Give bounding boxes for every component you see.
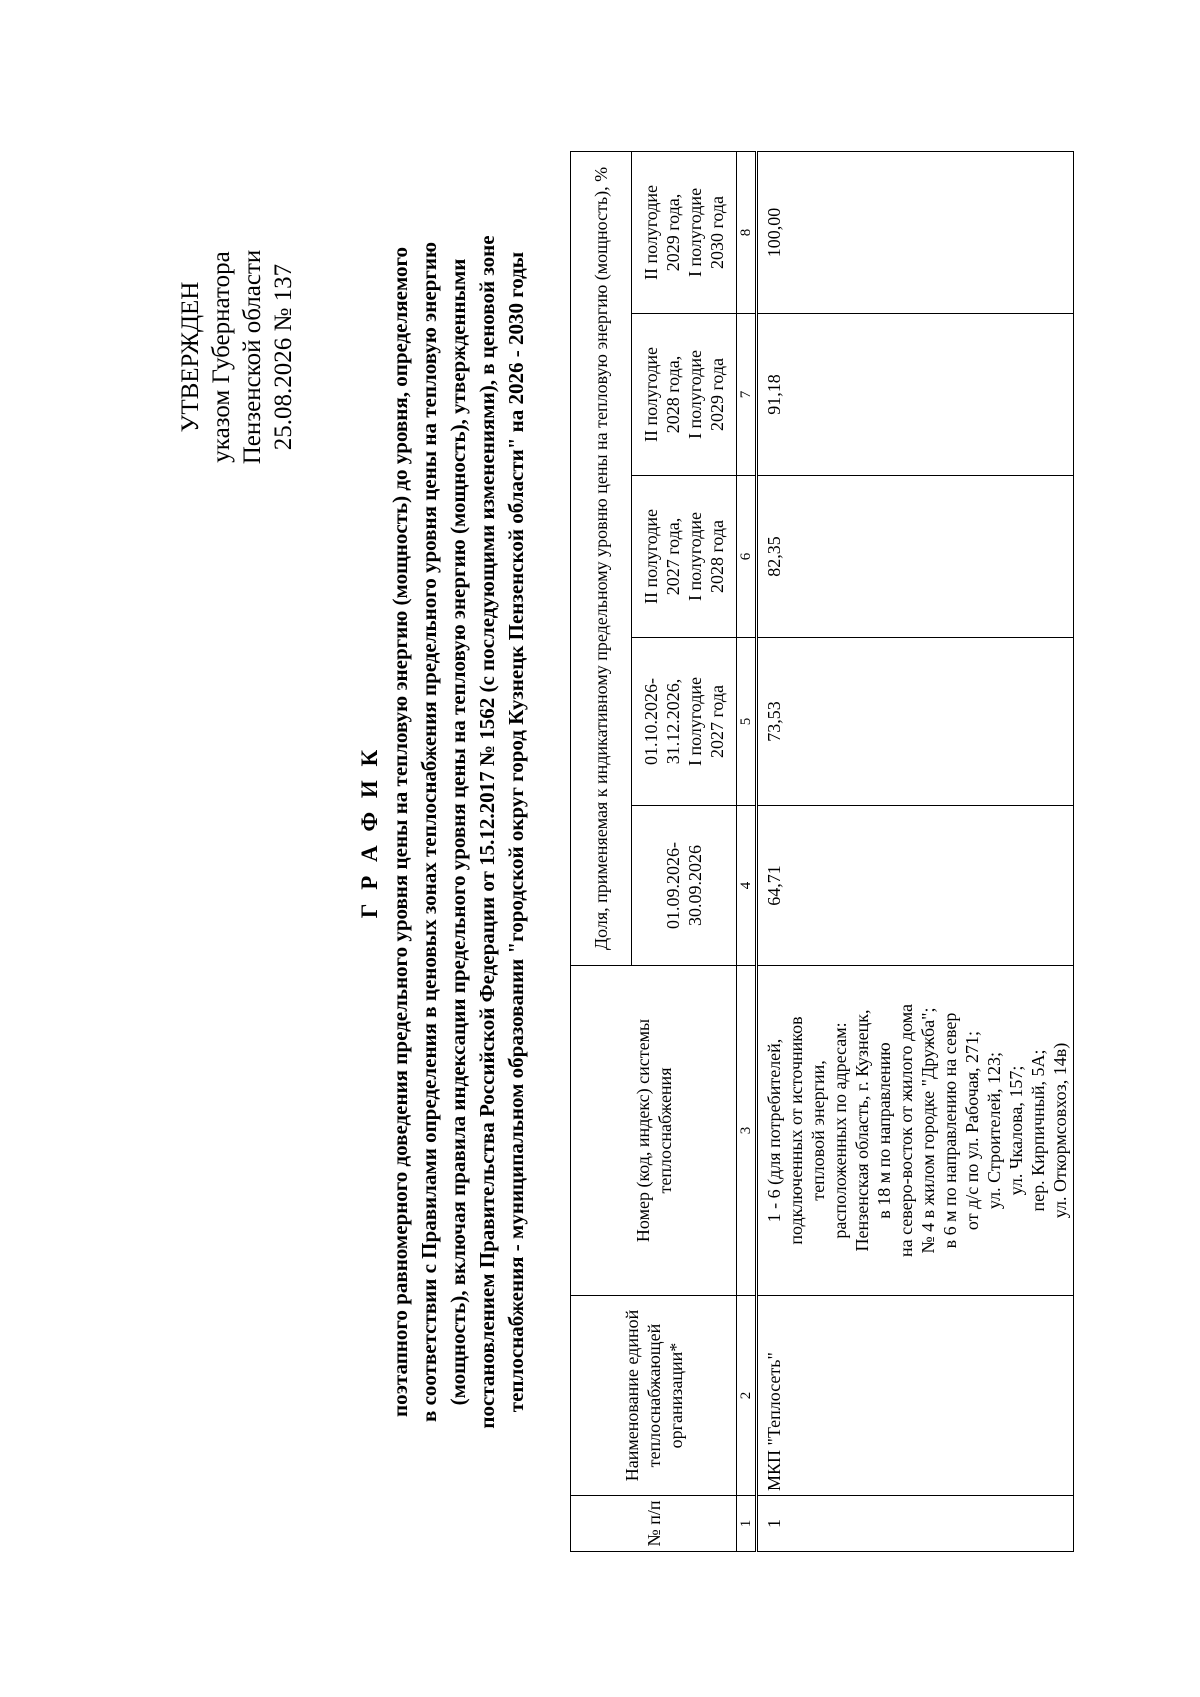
header-system: Номер (код, индекс) системы теплоснабжения — [571, 966, 737, 1296]
heading-line: в соответствии с Правилами определения в ценовых зонах теплоснабжения предельного уровня цены на тепловую энергию — [417, 242, 441, 1422]
approval-line-date: 25.08.2026 № 137 — [270, 263, 297, 451]
row-value-period-2: 73,53 — [757, 638, 1074, 806]
header-period-4: II полугодие 2028 года, I полугодие 2029 года — [632, 314, 737, 476]
document-heading — [355, 147, 531, 1517]
column-number: 7 — [737, 314, 757, 476]
header-period-2: 01.10.2026- 31.12.2026, I полугодие 2027 года — [632, 638, 737, 806]
header-period-3: II полугодие 2027 года, I полугодие 2028 года — [632, 476, 737, 638]
header-num: № п/п — [571, 1496, 737, 1552]
column-number: 1 — [737, 1496, 757, 1552]
row-system: 1 - 6 (для потребителей, подключенных от источников тепловой энергии, расположенных по адресам: Пензенская область, г. Кузнецк, в 18 м по направлению на северо-восток от жилого дома № 4 в жилом городке "Дружба"; в 6 м по направлению на север от д/с по ул. Рабочая, 271; ул. Строителей, 123; ул. Чкалова, 157; пер. Кирпичный, 5А; ул. Откормсовхоз, 14в) — [757, 966, 1074, 1296]
header-share-group: Доля, применяемая к индикативному предельному уровню цены на тепловую энергию (мощность), % — [571, 151, 632, 965]
column-number: 6 — [737, 476, 757, 638]
column-number: 3 — [737, 966, 757, 1296]
document-title: Г Р А Ф И К — [357, 745, 382, 919]
row-org: МКП "Теплосеть" — [757, 1296, 1074, 1496]
header-org: Наименование единой теплоснабжающей организации* — [571, 1296, 737, 1496]
column-number: 2 — [737, 1296, 757, 1496]
row-value-period-4: 91,18 — [757, 314, 1074, 476]
schedule-table — [570, 151, 1074, 1552]
approval-line-region: Пензенской области — [239, 249, 266, 465]
row-value-period-1: 64,71 — [757, 806, 1074, 966]
heading-line: теплоснабжения - муниципальном образовании "городской округ город Кузнецк Пензенской области" на 2026 - 2030 годы — [504, 251, 528, 1413]
table-column-numbers-row — [737, 151, 757, 1551]
row-value-period-3: 82,35 — [757, 476, 1074, 638]
table-header-row — [571, 151, 632, 1551]
heading-line: постановлением Правительства Российской Федерации от 15.12.2017 № 1562 (с последующими изменениями), в ценовой зоне — [475, 235, 499, 1429]
approval-stamp — [175, 147, 299, 567]
column-number: 4 — [737, 806, 757, 966]
approval-line-approved: УТВЕРЖДЕН — [177, 281, 204, 433]
column-number: 5 — [737, 638, 757, 806]
heading-line: поэтапного равномерного доведения предельного уровня цены на тепловую энергию (мощность) до уровня, определяемого — [388, 247, 412, 1418]
table-row — [757, 151, 1074, 1551]
header-period-5: II полугодие 2029 года, I полугодие 2030 года — [632, 151, 737, 313]
column-number: 8 — [737, 151, 757, 313]
row-value-period-5: 100,00 — [757, 151, 1074, 313]
row-num: 1 — [757, 1496, 1074, 1552]
header-period-1: 01.09.2026- 30.09.2026 — [632, 806, 737, 966]
heading-line: (мощность), включая правила индексации предельного уровня цены на тепловую энергию (мощность), утвержденными — [446, 258, 470, 1406]
approval-line-decree: указом Губернатора — [208, 251, 235, 463]
